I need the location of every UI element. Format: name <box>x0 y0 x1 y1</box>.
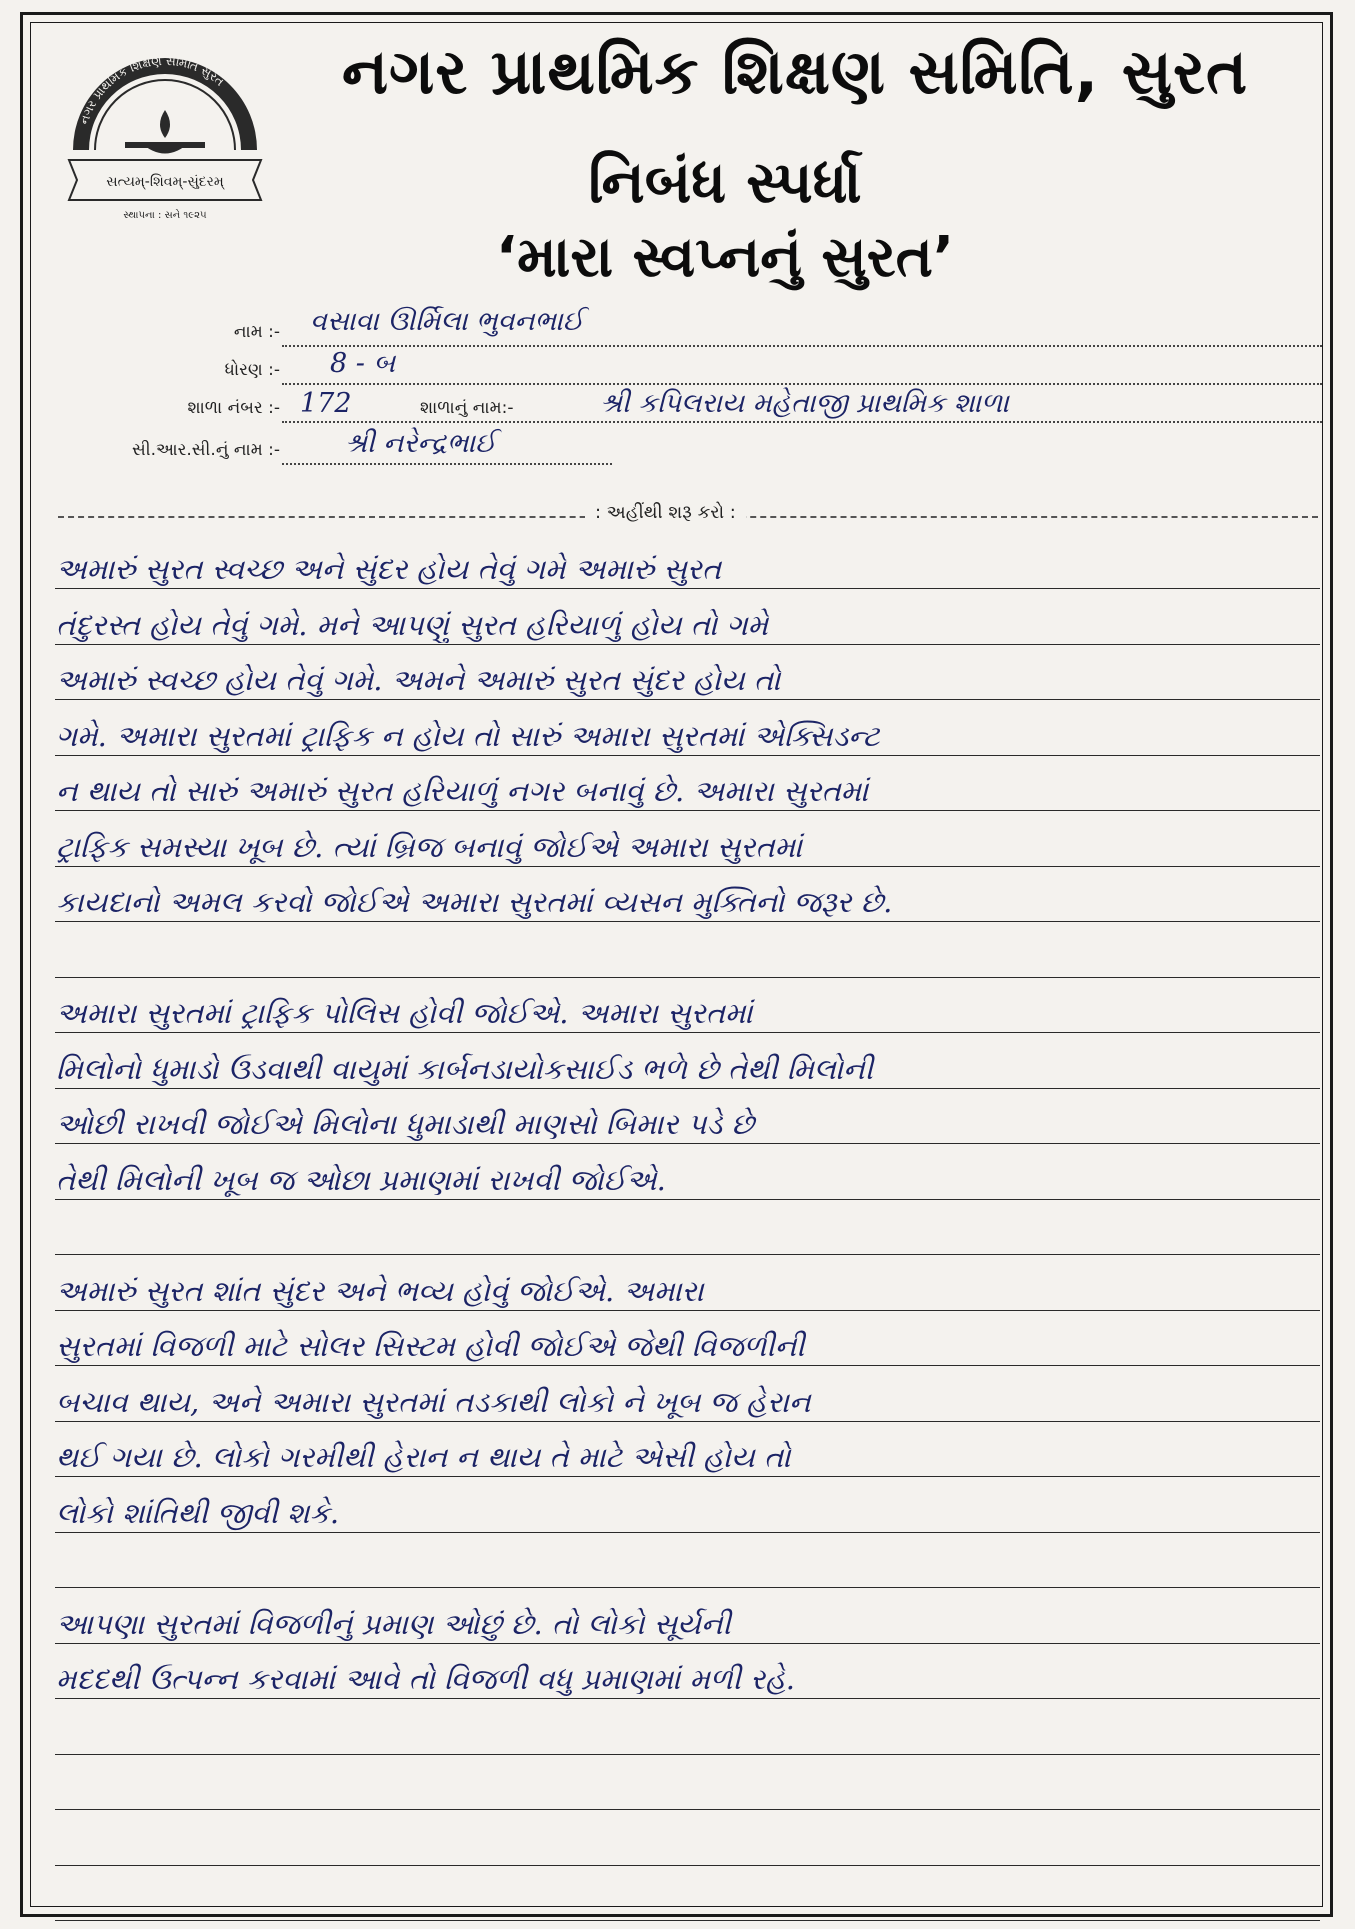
ruled-line <box>55 1920 1320 1921</box>
name-value: વસાવા ઊર્મિલા ભુવનભાઈ <box>310 306 584 337</box>
essay-line: અમારા સુરતમાં ટ્રાફિક પોલિસ હોવી જોઈએ. અમારા સુરતમાં <box>56 996 753 1030</box>
ruled-line <box>55 1421 1320 1422</box>
essay-line: ગમે. અમારા સુરતમાં ટ્રાફિક ન હોય તો સારું અમારા સુરતમાં એક્સિડન્ટ <box>56 718 880 753</box>
ruled-line <box>55 588 1320 589</box>
crc-line <box>282 463 612 465</box>
essay-line: લોકો શાંતિથી જીવી શકે. <box>56 1495 340 1530</box>
ruled-line <box>55 1365 1320 1366</box>
seal-bottom-text: સ્થાપના : સને ૧૯૨૫ <box>123 210 207 221</box>
ruled-line <box>55 1088 1320 1089</box>
essay-line: મિલોનો ધુમાડો ઉડવાથી વાયુમાં કાર્બનડાયોકસાઈડ ભળે છે તેથી મિલોની <box>56 1051 873 1086</box>
essay-line: તેથી મિલોની ખૂબ જ ઓછા પ્રમાણમાં રાખવી જોઈએ. <box>56 1162 666 1197</box>
ruled-line <box>55 1476 1320 1477</box>
ruled-line <box>55 1310 1320 1311</box>
essay-line: કાયદાનો અમલ કરવો જોઈએ અમારા સુરતમાં વ્યસન મુક્તિનો જરૂર છે. <box>56 885 893 919</box>
essay-line: ઓછી રાખવી જોઈએ મિલોના ધુમાડાથી માણસો બિમાર પડે છે <box>56 1107 754 1141</box>
std-value: 8 - બ <box>330 348 396 379</box>
std-line <box>282 383 1322 385</box>
ruled-line <box>55 1809 1320 1810</box>
school-number-label: શાળા નંબર :- <box>187 398 280 418</box>
ruled-line <box>55 1032 1320 1033</box>
essay-line: અમારું સુરત સ્વચ્છ અને સુંદર હોય તેવું ગમે અમારું સુરત <box>56 552 722 586</box>
ruled-line <box>55 1643 1320 1644</box>
school-line <box>282 421 1322 423</box>
essay-line: તંદુરસ્ત હોય તેવું ગમે. મને આપણું સુરત હરિયાળું હોય તો ગમે <box>56 607 769 642</box>
std-label: ધોરણ :- <box>224 360 280 380</box>
crc-label: સી.આર.સી.નું નામ :- <box>131 440 280 460</box>
ruled-line <box>55 977 1320 978</box>
ruled-line <box>55 1532 1320 1533</box>
ruled-line <box>55 1199 1320 1200</box>
essay-line: ટ્રાફિક સમસ્યા ખૂબ છે. ત્યાં બ્રિજ બનાવું જોઈએ અમારા સુરતમાં <box>56 829 803 864</box>
ruled-line <box>55 921 1320 922</box>
essay-line: અમારું સુરત શાંત સુંદર અને ભવ્ય હોવું જોઈએ. અમારા <box>56 1273 704 1308</box>
committee-title: નગર પ્રાથમિક શિક્ષણ સમિતિ, સુરત <box>341 35 1249 108</box>
competition-title: નિબંધ સ્પર્ધા <box>588 148 862 216</box>
name-label: નામ :- <box>233 322 280 342</box>
ruled-line <box>55 810 1320 811</box>
seal-banner-text: સત્યમ્-શિવમ્-સુંદરમ્ <box>106 174 224 190</box>
ruled-line <box>55 755 1320 756</box>
start-here-label: : અહીંથી શરૂ કરો : <box>585 502 746 523</box>
school-number-value: 172 <box>300 388 352 419</box>
ruled-line <box>55 1698 1320 1699</box>
ruled-line <box>55 1254 1320 1255</box>
seal-ring-text: નગર પ્રાથમિક શિક્ષણ સમિતિ સુરત <box>76 53 227 127</box>
ruled-line <box>55 1143 1320 1144</box>
crc-value: શ્રી નરેન્દ્રભાઈ <box>345 428 496 459</box>
school-name-value: શ્રી કપિલરાય મહેતાજી પ્રાથમિક શાળા <box>600 388 1009 419</box>
school-name-label: શાળાનું નામ:- <box>420 398 514 418</box>
essay-line: બચાવ થાય, અને અમારા સુરતમાં તડકાથી લોકો ને ખૂબ જ હેરાન <box>56 1384 811 1419</box>
essay-line: આપણા સુરતમાં વિજળીનું પ્રમાણ ઓછું છે. તો લોકો સૂર્યની <box>56 1606 731 1641</box>
essay-line: મદદથી ઉત્પન્ન કરવામાં આવે તો વિજળી વધુ પ્રમાણમાં મળી રહે. <box>56 1662 795 1696</box>
ruled-line <box>55 866 1320 867</box>
essay-line: થઈ ગયા છે. લોકો ગરમીથી હેરાન ન થાય તે માટે એસી હોય તો <box>56 1440 791 1474</box>
ruled-line <box>55 1754 1320 1755</box>
name-line <box>282 345 1322 347</box>
ruled-line <box>55 1865 1320 1866</box>
essay-topic: ‘મારા સ્વપ્નનું સુરત’ <box>495 225 955 290</box>
essay-line: અમારું સ્વચ્છ હોય તેવું ગમે. અમને અમારું સુરત સુંદર હોય તો <box>56 663 781 697</box>
ruled-line <box>55 644 1320 645</box>
ruled-line <box>55 699 1320 700</box>
committee-seal-logo <box>55 30 275 230</box>
essay-line: ન થાય તો સારું અમારું સુરત હરિયાળું નગર બનાવું છે. અમારા સુરતમાં <box>56 774 869 808</box>
essay-line: સુરતમાં વિજળી માટે સોલર સિસ્ટમ હોવી જોઈએ જેથી વિજળીની <box>56 1329 805 1363</box>
ruled-line <box>55 1587 1320 1588</box>
